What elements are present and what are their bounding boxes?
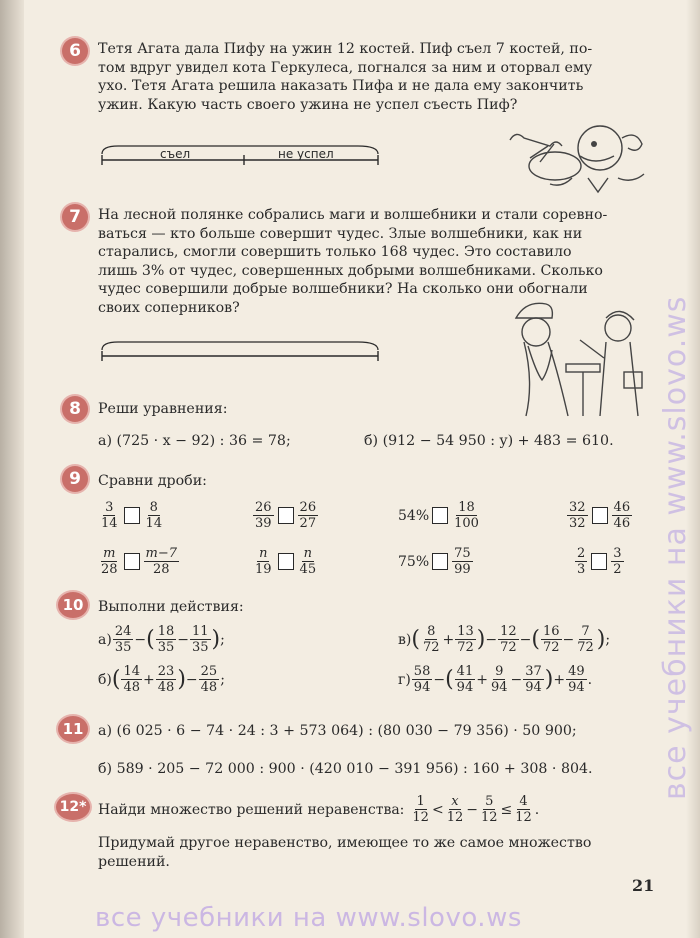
task-12-text xyxy=(98,834,638,871)
fraction: $\frac{5}{12}$ xyxy=(480,794,498,825)
fraction: $\frac{14}{48}$ xyxy=(123,664,141,695)
task-10a: а) $\frac{24}{35}$ − ( $\frac{18}{35}$ − $\frac{11}{35}$ ) ; xyxy=(98,624,225,655)
item-label: б) xyxy=(98,671,112,688)
item-label: в) xyxy=(398,631,412,648)
fraction: $\frac{8}{72}$ xyxy=(422,624,440,655)
compare-pair xyxy=(398,546,474,577)
compare-pair xyxy=(98,546,180,577)
task-9-title: Сравни дроби: xyxy=(98,473,207,489)
fraction: $\frac{75}{99}$ xyxy=(454,546,471,577)
text-line: ухо. Тетя Агата решила наказать Пифа и не дала ему закончить xyxy=(98,78,584,94)
text-line: ужин. Какую часть своего ужина не успел съесть Пиф? xyxy=(98,96,518,113)
fraction: $\frac{46}{46}$ xyxy=(613,500,631,531)
fraction: $\frac{3}{2}$ xyxy=(613,546,622,577)
task-11a: а) (6 025 · 6 − 74 · 24 : 3 + 573 064) : (80 030 − 79 356) · 50 900; xyxy=(98,723,577,739)
text-line: ваться — кто больше совершит чудес. Злые волшебники, как ни xyxy=(98,225,583,242)
task-number-12: 12* xyxy=(56,794,90,820)
task-number-11: 11 xyxy=(58,716,88,742)
compare-box[interactable] xyxy=(432,507,448,524)
fraction: $\frac{58}{94}$ xyxy=(413,664,431,695)
fraction: $\frac{16}{72}$ xyxy=(542,624,560,655)
fraction: $\frac{n}{45}$ xyxy=(299,546,317,577)
wizards-illustration xyxy=(506,298,656,420)
task-number-7: 7 xyxy=(62,204,88,230)
text-line: чудес совершили добрые волшебники? На сколько они обогнали xyxy=(98,281,588,297)
percent-value: 54% xyxy=(398,507,430,524)
compare-pair xyxy=(98,500,165,531)
fraction: $\frac{12}{72}$ xyxy=(500,624,517,655)
task-8b: б) (912 − 54 950 : y) + 483 = 610. xyxy=(364,433,614,449)
compare-pair xyxy=(252,500,319,531)
text-line: лишь 3% от чудес, совершенных добрыми волшебниками. Сколько xyxy=(98,262,603,279)
fraction: $\frac{18}{35}$ xyxy=(157,624,175,655)
pif-dog-illustration xyxy=(500,118,650,200)
fraction: $\frac{x}{12}$ xyxy=(446,794,464,825)
fraction: $\frac{49}{94}$ xyxy=(568,664,585,695)
fraction: $\frac{25}{48}$ xyxy=(200,664,218,695)
fraction: $\frac{41}{94}$ xyxy=(456,664,474,695)
fraction: $\frac{11}{35}$ xyxy=(191,624,209,655)
fraction: $\frac{26}{27}$ xyxy=(299,500,317,531)
task-number-8: 8 xyxy=(62,396,88,422)
fraction: $\frac{2}{3}$ xyxy=(577,546,586,577)
task-8a: а) (725 · x − 92) : 36 = 78; xyxy=(98,433,291,449)
fraction: $\frac{1}{12}$ xyxy=(412,794,429,825)
task-number-10: 10 xyxy=(58,592,88,618)
fraction: $\frac{18}{100}$ xyxy=(454,500,479,531)
compare-pair xyxy=(574,546,625,577)
text-line: Тетя Агата дала Пифу на ужин 12 костей. Пиф съел 7 костей, по- xyxy=(98,41,593,57)
task-10v: в) ( $\frac{8}{72}$ + $\frac{13}{72}$ ) − $\frac{12}{72}$ − ( $\frac{16}{72}$ − $\frac{7}{72}$ ) ; xyxy=(398,624,611,655)
item-label: г) xyxy=(398,671,411,688)
fraction: $\frac{32}{32}$ xyxy=(569,500,586,531)
task-number-9: 9 xyxy=(62,466,88,492)
watermark-vertical: все учебники на www.slovo.ws xyxy=(658,295,693,800)
compare-box[interactable] xyxy=(432,553,448,570)
fraction: $\frac{23}{48}$ xyxy=(157,664,175,695)
compare-box[interactable] xyxy=(278,507,294,524)
fraction: $\frac{4}{12}$ xyxy=(515,794,532,825)
fraction: $\frac{9}{94}$ xyxy=(490,664,508,695)
task-10b: б) ( $\frac{14}{48}$ + $\frac{23}{48}$ ) − $\frac{25}{48}$ ; xyxy=(98,664,225,695)
task-10g: г) $\frac{58}{94}$ − ( $\frac{41}{94}$ + $\frac{9}{94}$ − $\frac{37}{94}$ ) + $\frac{49}{94}$ . xyxy=(398,664,593,695)
fraction: $\frac{26}{39}$ xyxy=(255,500,272,531)
fraction: $\frac{m-7}{28}$ xyxy=(145,546,178,577)
segment-label-not-eaten: не успел xyxy=(278,147,334,161)
watermark-bottom: все учебники на www.slovo.ws xyxy=(95,903,522,933)
percent-value: 75% xyxy=(398,553,430,570)
fraction: $\frac{37}{94}$ xyxy=(525,664,542,695)
text-line: решений. xyxy=(98,853,170,870)
text-line: старались, смогли совершить только 168 чудес. Это составило xyxy=(98,244,572,260)
segment-label-eaten: съел xyxy=(160,147,191,161)
compare-box[interactable] xyxy=(592,507,608,524)
fraction: $\frac{m}{28}$ xyxy=(101,546,118,577)
page-gutter-shadow xyxy=(0,0,24,938)
segment-diagram-7 xyxy=(98,336,383,368)
text-line: Придумай другое неравенство, имеющее то же самое множество xyxy=(98,835,592,851)
task-6-text xyxy=(98,40,618,114)
text-line: На лесной полянке собрались маги и волшебники и стали соревно- xyxy=(98,207,608,223)
fraction: $\frac{3}{14}$ xyxy=(101,500,118,531)
fraction: $\frac{24}{35}$ xyxy=(114,624,132,655)
task-11b: б) 589 · 205 − 72 000 : 900 · (420 010 − 391 956) : 160 + 308 · 804. xyxy=(98,761,593,777)
compare-box[interactable] xyxy=(124,507,140,524)
item-label: а) xyxy=(98,631,112,648)
segment-diagram-6 xyxy=(98,140,383,172)
fraction: $\frac{7}{72}$ xyxy=(577,624,594,655)
compare-pair xyxy=(398,500,482,531)
task-12-line1: Найди множество решений неравенства: $\frac{1}{12}$ < $\frac{x}{12}$ − $\frac{5}{12}$ ≤ $\frac{4}{12}$ . xyxy=(98,794,540,825)
page-number: 21 xyxy=(632,876,655,895)
compare-pair xyxy=(252,546,319,577)
text-line: своих соперников? xyxy=(98,299,240,316)
fraction: $\frac{n}{19}$ xyxy=(255,546,272,577)
task-number-6: 6 xyxy=(62,38,88,64)
fraction: $\frac{13}{72}$ xyxy=(457,624,474,655)
fraction: $\frac{8}{14}$ xyxy=(145,500,163,531)
compare-pair xyxy=(566,500,633,531)
compare-box[interactable] xyxy=(591,553,607,570)
text-line: том вдруг увидел кота Геркулеса, погнался за ним и оторвал ему xyxy=(98,59,593,76)
compare-box[interactable] xyxy=(278,553,294,570)
task-12-title: Найди множество решений неравенства: xyxy=(98,801,405,818)
task-10-title: Выполни действия: xyxy=(98,599,244,615)
compare-box[interactable] xyxy=(124,553,140,570)
task-8-title: Реши уравнения: xyxy=(98,401,228,417)
